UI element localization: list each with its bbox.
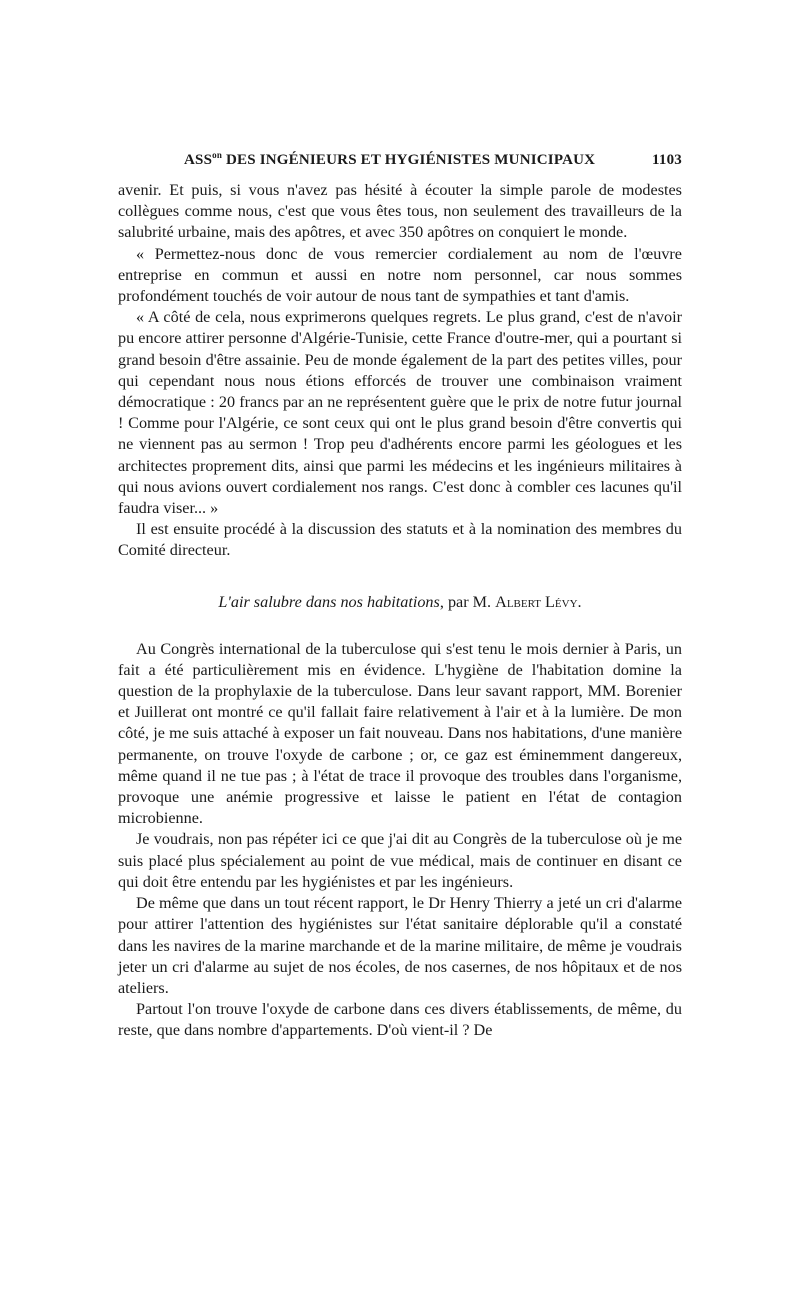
paragraph-quote-regrets: « A côté de cela, nous exprimerons quelques regrets. Le plus grand, c'est de n'avoir pu encore attirer personne d'Algérie-Tunisie, cette France d'outre-mer, qui a pourtant si grand besoin d'être assainie. Peu de monde également de la part des petites villes, pour qui cependant nous nous étions efforcés de trouver une combinaison vraiment démocratique : 20 francs par an ne représentent guère que le prix de notre futur journal ! Comme pour l'Algérie, ce sont ceux qui ont le plus grand besoin d'être convertis qui ne viennent pas au sermon ! Trop peu d'adhérents encore parmi les géologues et les architectes proprement dits, ainsi que parmi les médecins et les ingénieurs militaires à qui nous avions ouvert cordialement nos rangs. C'est donc à combler ces lacunes qu'il faudra viser... » <box>118 308 682 518</box>
section-title: L'air salubre dans nos habitations <box>218 592 440 611</box>
section-by: , par M. <box>439 592 496 611</box>
running-title-sup: on <box>212 150 223 160</box>
paragraph-congress: Au Congrès international de la tuberculose qui s'est tenu le mois dernier à Paris, un fait a été particulièrement mis en évidence. L'hygiène de l'habitation domine la question de la prophylaxie de la tuberculose. Dans leur savant rapport, MM. Borenier et Juillerat ont montré ce qu'il fallait faire relativement à l'air et à la lumière. De mon côté, je me suis attaché à exposer un fait nouveau. Dans nos habitations, d'une manière permanente, on trouve l'oxyde de carbone ; or, ce gaz est éminemment dangereux, même quand il ne tue pas ; à l'état de trace il provoque des troubles dans l'organisme, provoque une anémie progressive et laisse le patient en l'état de contagion microbienne. <box>118 639 682 828</box>
page-number: 1103 <box>652 152 682 168</box>
paragraph-repeat: Je voudrais, non pas répéter ici ce que j'ai dit au Congrès de la tuberculose où je me suis placé plus spécialement au point de vue médical, mais de continuer en disant ce qui doit être entendu par les hygiénistes et par les ingénieurs. <box>118 830 682 891</box>
paragraph-continuation: avenir. Et puis, si vous n'avez pas hésité à écouter la simple parole de modestes collègues comme nous, c'est que vous êtes tous, non seulement des travailleurs de la salubrité urbaine, mais des apôtres, et avec 350 apôtres on conquiert le monde. <box>118 181 682 242</box>
paragraph-statutes: Il est ensuite procédé à la discussion des statuts et à la nomination des membres du Comité directeur. <box>118 520 682 560</box>
document-page <box>118 150 682 1042</box>
section-heading <box>118 592 682 613</box>
paragraph-quote-thanks: « Permettez-nous donc de vous remercier cordialement au nom de l'œuvre entreprise en commun et aussi en notre nom personnel, car nous sommes profondément touchés de voir autour de nous tant de sympathies et tant d'amis. <box>118 244 682 306</box>
running-title-rest: DES INGÉNIEURS ET HYGIÉNISTES MUNICIPAUX <box>222 152 596 168</box>
running-header <box>184 150 682 180</box>
running-title-prefix: ASS <box>184 152 213 168</box>
paragraph-alarm: De même que dans un tout récent rapport, le Dr Henry Thierry a jeté un cri d'alarme pour attirer l'attention des hygiénistes sur l'état sanitaire déplorable qu'il a constaté dans les navires de la marine marchande et de la marine militaire, de même je voudrais jeter un cri d'alarme au sujet de nos écoles, de nos casernes, de nos hôpitaux et de nos ateliers. <box>118 894 682 997</box>
running-title <box>184 150 595 169</box>
paragraph-carbon-monoxide: Partout l'on trouve l'oxyde de carbone dans ces divers établissements, de même, du reste, que dans nombre d'appartements. D'où vient-il ? De <box>118 1000 682 1040</box>
section-author: Albert Lévy. <box>495 592 582 611</box>
